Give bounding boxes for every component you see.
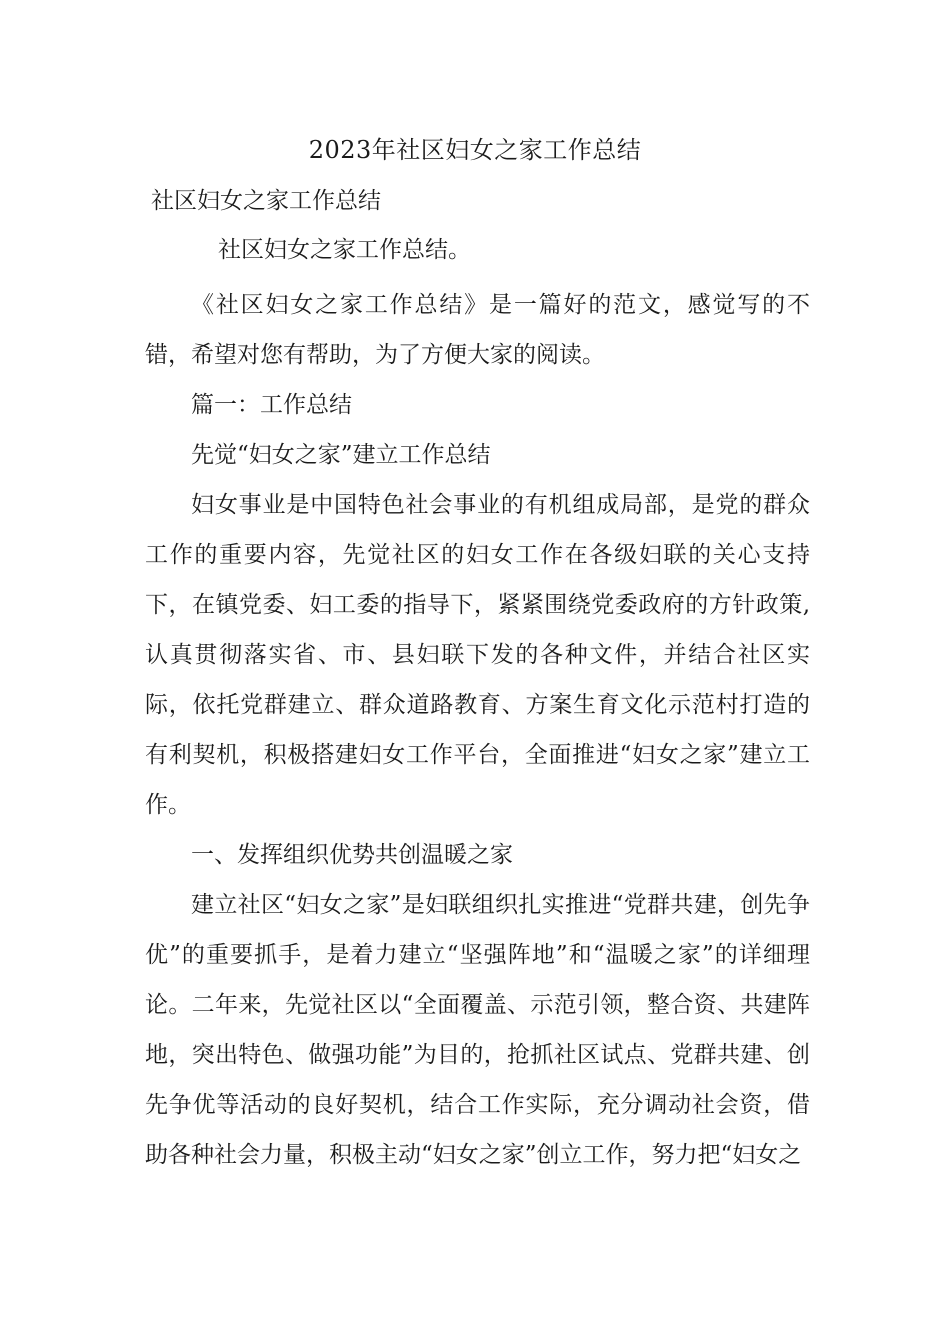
paragraph: 妇女事业是中国特色社会事业的有机组成局部，是党的群众工作的重要内容，先觉社区的妇女工作在各级妇联的关心支持下，在镇党委、妇工委的指导下，紧紧围绕党委政府的方针政策,认真贯彻落实省、市、县妇联下发的各种文件，并结合社区实际，依托党群建立、群众道路教育、方案生育文化示范村打造的有利契机，积极搭建妇女工作平台，全面推进“妇女之家”建立工作。: [145, 492, 810, 818]
section-heading: 篇一：工作总结: [191, 392, 352, 418]
paragraph: 《社区妇女之家工作总结》是一篇好的范文，感觉写的不错，希望对您有帮助，为了方便大家的阅读。: [145, 292, 810, 368]
lead-line: 社区妇女之家工作总结。: [218, 237, 471, 263]
paragraph: 建立社区“妇女之家”是妇联组织扎实推进“党群共建，创先争优”的重要抓手，是着力建立“坚强阵地”和“温暖之家”的详细理论。二年来，先觉社区以“全面覆盖、示范引领，整合资、共建阵地，突出特色、做强功能”为目的，抢抓社区试点、党群共建、创先争优等活动的良好契机，结合工作实际，充分调动社会资，借助各种社会力量，积极主动“妇女之家”创立工作，努力把“妇女之: [145, 892, 810, 1168]
document-body: [145, 280, 810, 1180]
section-heading: 一、发挥组织优势共创温暖之家: [191, 842, 513, 868]
section-heading: 先觉“妇女之家”建立工作总结: [191, 442, 491, 468]
document-subtitle: 社区妇女之家工作总结: [151, 188, 381, 214]
document-title: 2023年社区妇女之家工作总结: [308, 136, 642, 164]
